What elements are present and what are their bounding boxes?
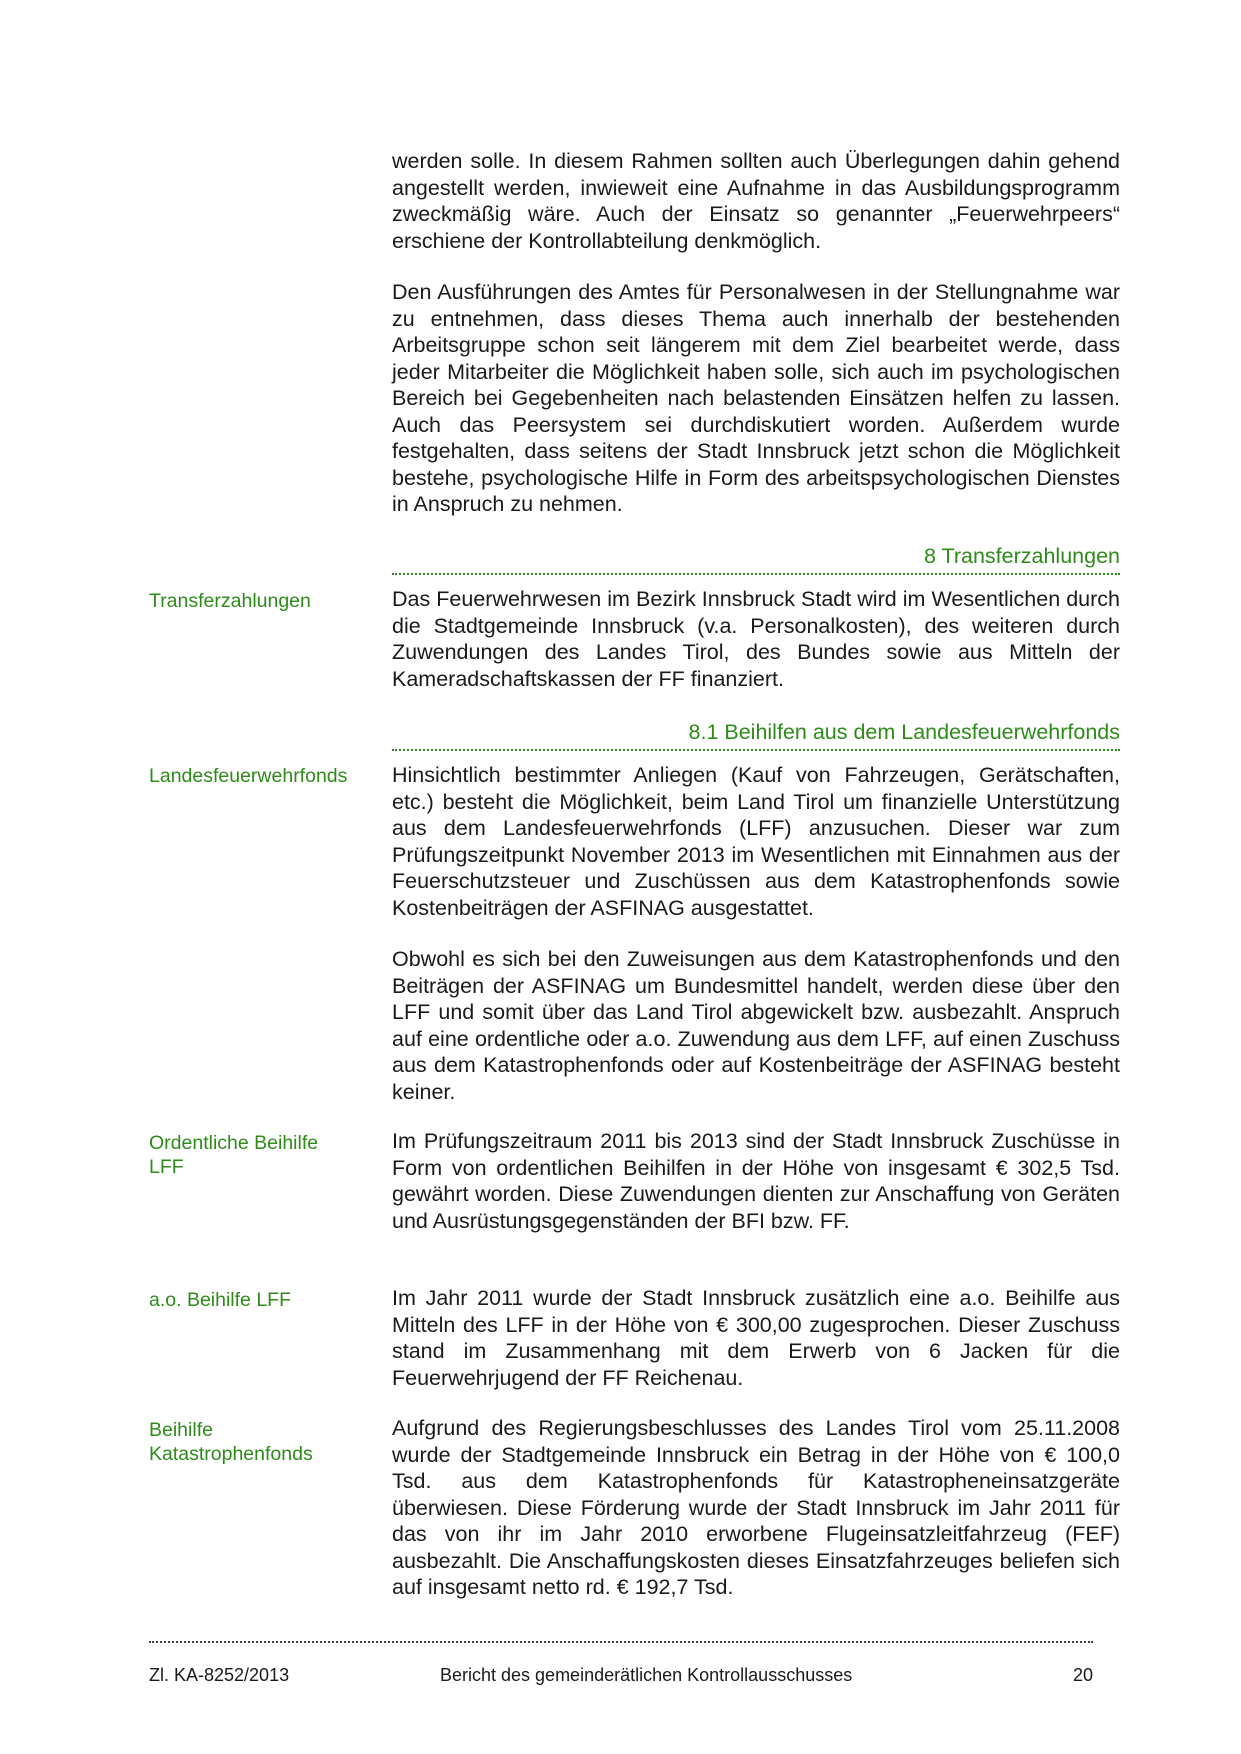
margin-note-transferzahlungen: Transferzahlungen <box>149 590 311 612</box>
paragraph-2 <box>392 279 1120 518</box>
paragraph-6 <box>392 1128 1120 1234</box>
paragraph-1 <box>392 148 1120 254</box>
paragraph-8-text: Aufgrund des Regierungsbeschlusses des Landes Tirol vom 25.11.2008 wurde der Stadtgemeinde Innsbruck ein Betrag in der Höhe von € 100,0 Tsd. aus dem Katastrophenfonds für Katastropheneinsatzgeräte überwiesen. Diese Förderung wurde der Stadt Innsbruck im Jahr 2011 für das von ihr im Jahr 2010 erworbene Flugeinsatzleitfahrzeug (FEF) ausbezahlt. Die Anschaffungskosten dieses Einsatzfahrzeuges beliefen sich auf insgesamt netto rd. € 192,7 Tsd. <box>392 1416 1120 1599</box>
margin-note-ordentliche-beihilfe <box>149 1131 379 1179</box>
paragraph-8 <box>392 1415 1120 1601</box>
margin-note-ao-beihilfe: a.o. Beihilfe LFF <box>149 1289 291 1311</box>
margin-note-line: Beihilfe <box>149 1419 213 1441</box>
paragraph-3 <box>392 586 1120 692</box>
paragraph-4-text: Hinsichtlich bestimmter Anliegen (Kauf von Fahrzeugen, Gerätschaften, etc.) besteht die Möglichkeit, beim Land Tirol um finanzielle Unterstützung aus dem Landesfeuerwehrfonds (LFF) anzusuchen. Dieser war zum Prüfungszeitpunkt November 2013 im Wesentlichen mit Einnahmen aus der Feuerschutzsteuer und Zuschüssen aus dem Katastrophenfonds sowie Kostenbeiträgen der ASFINAG ausgestattet. <box>392 763 1120 920</box>
footer-title: Bericht des gemeinderätlichen Kontrollausschusses <box>440 1665 853 1685</box>
paragraph-1-text: werden solle. In diesem Rahmen sollten auch Überlegungen dahin gehend angestellt werden, inwieweit eine Aufnahme in das Ausbildungsprogramm zweckmäßig wäre. Auch der Einsatz so genannter „Feuerwehrpeers“ erschiene der Kontrollabteilung denkmöglich. <box>392 149 1120 253</box>
paragraph-7-text: Im Jahr 2011 wurde der Stadt Innsbruck zusätzlich eine a.o. Beihilfe aus Mitteln des LFF in der Höhe von € 300,00 zugesprochen. Dieser Zuschuss stand im Zusammenhang mit dem Erwerb von 6 Jacken für die Feuerwehrjugend der FF Reichenau. <box>392 1286 1120 1390</box>
paragraph-5-text: Obwohl es sich bei den Zuweisungen aus dem Katastrophenfonds und den Beiträgen der ASFINAG um Bundesmittel handelt, werden diese über den LFF und somit über das Land Tirol abgewickelt bzw. ausbezahlt. Anspruch auf eine ordentliche oder a.o. Zuwendung aus dem LFF, auf einen Zuschuss aus dem Katastrophenfonds oder auf Kostenbeiträge der ASFINAG besteht keiner. <box>392 947 1120 1104</box>
paragraph-2-text: Den Ausführungen des Amtes für Personalwesen in der Stellungnahme war zu entnehmen, dass dieses Thema auch innerhalb der bestehenden Arbeitsgruppe schon seit längerem mit dem Ziel bearbeitet werde, dass jeder Mitarbeiter die Möglichkeit haben solle, sich auch im psychologischen Bereich bei Gegebenheiten nach belastenden Einsätzen helfen zu lassen. Auch das Peersystem sei durchdiskutiert worden. Außerdem wurde festgehalten, dass seitens der Stadt Innsbruck jetzt schon die Möglichkeit bestehe, psychologische Hilfe in Form des arbeitspsychologischen Dienstes in Anspruch zu nehmen. <box>392 280 1120 516</box>
section-divider <box>392 749 1120 751</box>
footer-reference: Zl. KA-8252/2013 <box>149 1665 290 1685</box>
section-heading-8-1: 8.1 Beihilfen aus dem Landesfeuerwehrfonds <box>688 720 1120 744</box>
page-number: 20 <box>1072 1665 1093 1685</box>
paragraph-6-text: Im Prüfungszeitraum 2011 bis 2013 sind der Stadt Innsbruck Zuschüsse in Form von ordentlichen Beihilfen in der Höhe von insgesamt € 302,5 Tsd. gewährt worden. Diese Zuwendungen dienten zur Anschaffung von Geräten und Ausrüstungsgegenständen der BFI bzw. FF. <box>392 1129 1120 1233</box>
section-heading-8: 8 Transferzahlungen <box>923 544 1120 568</box>
paragraph-4 <box>392 762 1120 921</box>
margin-note-line: Katastrophenfonds <box>149 1443 313 1465</box>
margin-note-line: Ordentliche Beihilfe <box>149 1132 319 1154</box>
paragraph-5 <box>392 946 1120 1105</box>
margin-note-line: LFF <box>149 1156 184 1178</box>
margin-note-beihilfe-katastrophenfonds <box>149 1418 379 1466</box>
paragraph-3-text: Das Feuerwehrwesen im Bezirk Innsbruck Stadt wird im Wesentlichen durch die Stadtgemeinde Innsbruck (v.a. Personalkosten), des weiteren durch Zuwendungen des Landes Tirol, des Bundes sowie aus Mitteln der Kameradschaftskassen der FF finanziert. <box>392 587 1120 691</box>
footer-divider <box>149 1641 1093 1643</box>
margin-note-landesfeuerwehrfonds: Landesfeuerwehrfonds <box>149 765 348 787</box>
paragraph-7 <box>392 1285 1120 1391</box>
section-divider <box>392 573 1120 575</box>
